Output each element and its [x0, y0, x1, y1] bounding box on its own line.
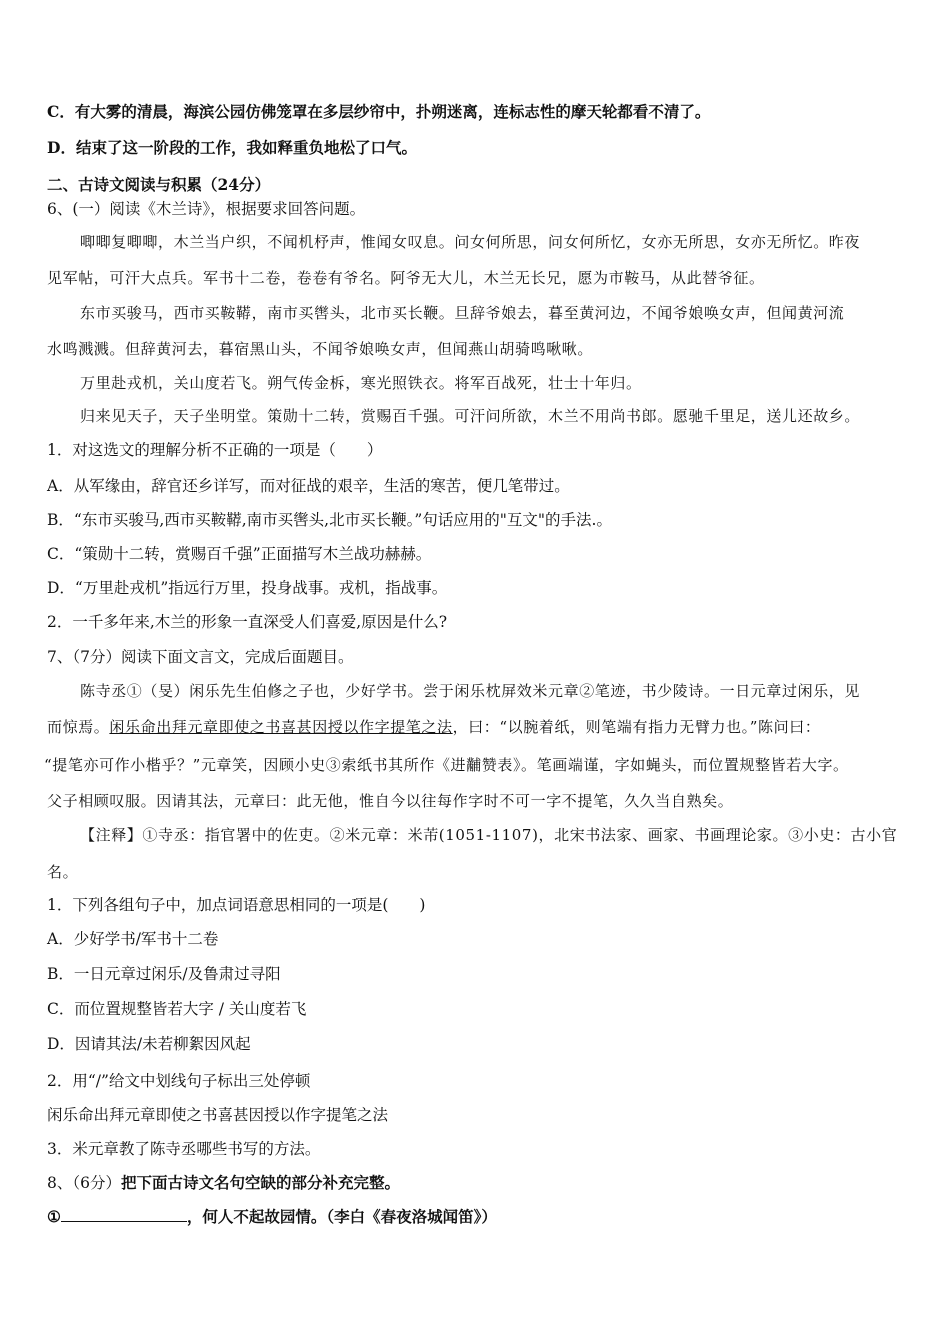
- option-c: C．有大雾的清晨，海滨公园仿佛笼罩在多层纱帘中，扑朔迷离，连标志性的摩天轮都看不清了。: [47, 102, 711, 121]
- fill-blank-1: [47, 1207, 497, 1227]
- wenyan-text: ，曰：“以腕着纸，则笔端有指力无臂力也。”陈问曰：: [452, 718, 821, 736]
- question-7: 7、（7分）阅读下面文言文，完成后面题目。: [47, 648, 354, 666]
- blank-number: ①: [47, 1207, 61, 1226]
- option-d: D．“万里赴戎机”指远行万里，投身战事。戎机，指战事。: [47, 579, 448, 597]
- option-a: A．少好学书/军书十二卷: [47, 930, 219, 948]
- poem-line: 东市买骏马，西市买鞍鞯，南市买辔头，北市买长鞭。旦辞爷娘去，暮至黄河边，不闻爷娘唤女声，但闻黄河流: [80, 304, 845, 322]
- blank-text: ，何人不起故园情。（李白《春夜洛城闻笛》）: [186, 1207, 497, 1226]
- question-8: [47, 1173, 400, 1193]
- option-d: D．结束了这一阶段的工作，我如释重负地松了口气。: [47, 138, 417, 157]
- option-c: C．“策勋十二转，赏赐百千强”正面描写木兰战功赫赫。: [47, 545, 432, 563]
- section-heading: 二、古诗文阅读与积累（24分）: [47, 175, 271, 194]
- option-a: A．从军缘由，辞官还乡详写，而对征战的艰辛，生活的寒苦，便几笔带过。: [47, 477, 570, 495]
- option-b: B．“东市买骏马,西市买鞍鞯,南市买辔头,北市买长鞭。”句话应用的"互文"的手法.。: [47, 511, 612, 529]
- option-b: B．一日元章过闲乐/及鲁肃过寻阳: [47, 965, 281, 983]
- wenyan-line: “提笔亦可作小楷乎？”元章笑，因顾小史③索纸书其所作《进黼赞表》。笔画端谨，字如蝇头，而位置规整皆若大字。: [44, 756, 849, 774]
- underlined-sentence: 闲乐命出拜元章即使之书喜甚因授以作字提笔之法: [109, 718, 453, 736]
- question-6: 6、(一）阅读《木兰诗》，根据要求回答问题。: [47, 200, 366, 218]
- annotation: 【注释】①寺丞：指官署中的佐吏。②米元章：米芾(1051-1107)，北宋书法家、画家、书画理论家。③小史：古小官: [80, 826, 898, 844]
- question-7-3: 3．米元章教了陈寺丞哪些书写的方法。: [47, 1140, 321, 1158]
- question-7-1: 1．下列各组句子中，加点词语意思相同的一项是( ): [47, 896, 426, 914]
- question-8-number: 8、（6分）: [47, 1174, 121, 1192]
- option-d: D．因请其法/未若柳絮因风起: [47, 1035, 251, 1053]
- question-6-2: 2．一千多年来,木兰的形象一直深受人们喜爱,原因是什么?: [47, 613, 448, 631]
- wenyan-line: 陈寺丞①（旻）闲乐先生伯修之子也，少好学书。尝于闲乐枕屏效米元章②笔迹，书少陵诗。一日元章过闲乐，见: [80, 682, 861, 700]
- wenyan-line: 父子相顾叹服。因请其法，元章曰：此无他，惟自今以往每作字时不可一字不提笔，久久当自熟矣。: [47, 792, 734, 810]
- poem-line: 归来见天子，天子坐明堂。策勋十二转，赏赐百千强。可汗问所欲，木兰不用尚书郎。愿驰千里足，送儿还故乡。: [80, 407, 861, 425]
- sentence-to-mark: 闲乐命出拜元章即使之书喜甚因授以作字提笔之法: [47, 1106, 389, 1124]
- poem-line: 唧唧复唧唧，木兰当户织，不闻机杼声，惟闻女叹息。问女何所思，问女何所忆，女亦无所思，女亦无所忆。昨夜: [80, 233, 861, 251]
- question-8-instruction: 把下面古诗文名句空缺的部分补充完整。: [120, 1173, 400, 1192]
- question-7-2: 2．用“/”给文中划线句子标出三处停顿: [47, 1072, 311, 1090]
- option-c: C．而位置规整皆若大字 / 关山度若飞: [47, 1000, 307, 1018]
- poem-line: 见军帖，可汗大点兵。军书十二卷，卷卷有爷名。阿爷无大儿，木兰无长兄，愿为市鞍马，从此替爷征。: [47, 269, 765, 287]
- poem-line: 万里赴戎机，关山度若飞。朔气传金柝，寒光照铁衣。将军百战死，壮士十年归。: [80, 374, 642, 392]
- wenyan-text: 而惊焉。: [47, 718, 110, 736]
- question-6-1: 1．对这选文的理解分析不正确的一项是（ ）: [47, 441, 383, 459]
- annotation: 名。: [47, 863, 79, 881]
- poem-line: 水鸣溅溅。但辞黄河去，暮宿黑山头，不闻爷娘唤女声，但闻燕山胡骑鸣啾啾。: [47, 340, 594, 358]
- wenyan-line: [47, 717, 820, 737]
- answer-blank[interactable]: [61, 1207, 187, 1222]
